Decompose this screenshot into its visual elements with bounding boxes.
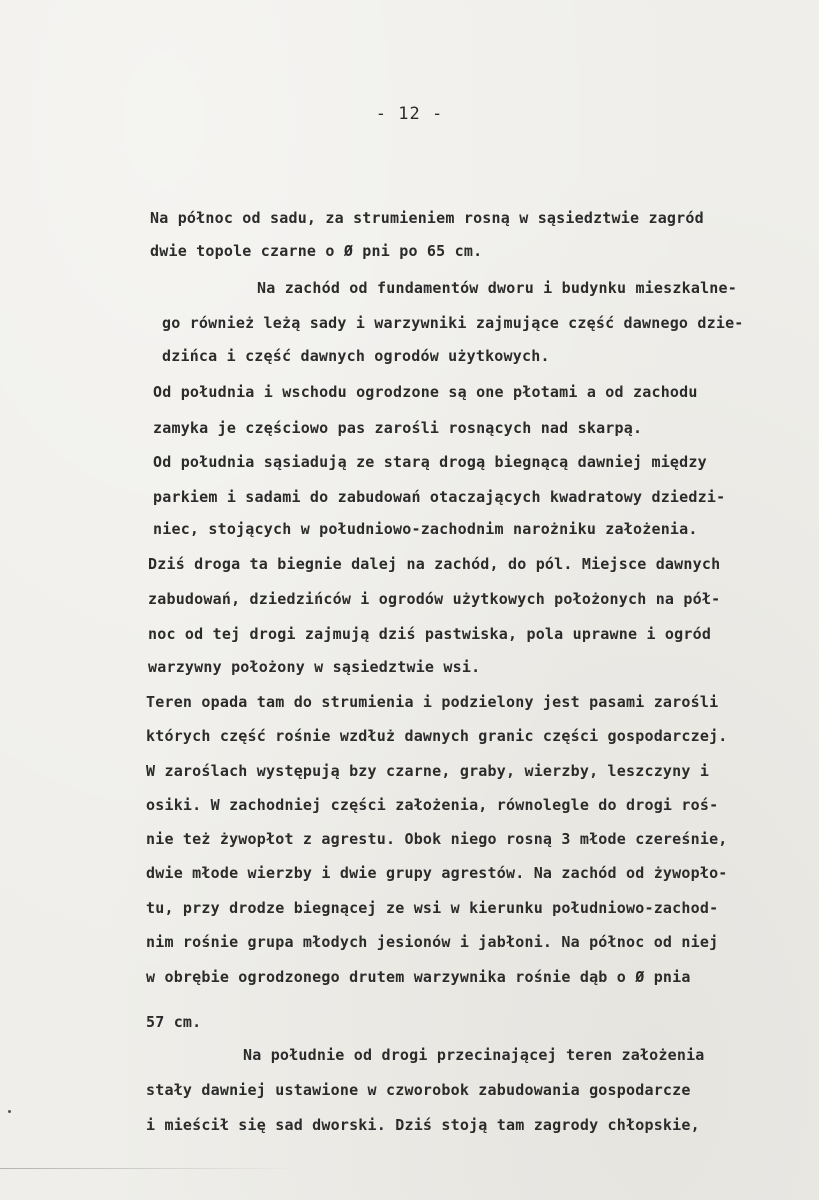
text-line: Dziś droga ta biegnie dalej na zachód, do pól. Miejsce dawnych <box>148 555 721 573</box>
text-line: Od południa i wschodu ogrodzone są one płotami a od zachodu <box>153 383 698 401</box>
text-line: parkiem i sadami do zabudowań otaczających kwadratowy dziedzi- <box>153 488 726 506</box>
text-line: Na zachód od fundamentów dworu i budynku mieszkalne- <box>257 279 737 297</box>
text-line: zabudowań, dziedzińców i ogrodów użytkowych położonych na pół- <box>148 590 721 608</box>
paper-edge-mark <box>0 1168 300 1169</box>
text-line: noc od tej drogi zajmują dziś pastwiska, pola uprawne i ogród <box>148 625 712 643</box>
text-line: i mieścił się sad dworski. Dziś stoją tam zagrody chłopskie, <box>146 1116 700 1134</box>
page-number: - 12 - <box>375 104 444 124</box>
text-line: Na południe od drogi przecinającej teren założenia <box>243 1046 705 1064</box>
text-line: warzywny położony w sąsiedztwie wsi. <box>148 658 481 676</box>
text-line: Od południa sąsiadują ze starą drogą biegnącą dawniej między <box>153 453 707 471</box>
text-line: zamyka je częściowo pas zarośli rosnących nad skarpą. <box>153 419 643 437</box>
text-line: dwie młode wierzby i dwie grupy agrestów. Na zachód od żywopło- <box>146 864 728 882</box>
text-line: których część rośnie wzdłuż dawnych granic części gospodarczej. <box>146 727 728 745</box>
text-line: dzińca i część dawnych ogrodów użytkowych. <box>162 347 550 365</box>
text-line: 57 cm. <box>146 1013 202 1031</box>
text-line: niec, stojących w południowo-zachodnim narożniku założenia. <box>153 520 698 538</box>
text-line: Teren opada tam do strumienia i podzielony jest pasami zarośli <box>146 693 719 711</box>
text-line: tu, przy drodze biegnącej ze wsi w kierunku południowo-zachod- <box>146 899 719 917</box>
text-line: W zaroślach występują bzy czarne, graby, wierzby, leszczyny i <box>146 762 710 780</box>
text-line: stały dawniej ustawione w czworobok zabudowania gospodarcze <box>146 1081 691 1099</box>
text-line: w obrębie ogrodzonego drutem warzywnika rośnie dąb o Ø pnia <box>146 968 691 986</box>
paper-speck <box>8 1110 11 1113</box>
text-line: Na północ od sadu, za strumieniem rosną w sąsiedztwie zagród <box>150 209 704 227</box>
text-line: go również leżą sady i warzywniki zajmujące część dawnego dzie- <box>162 314 744 332</box>
text-line: dwie topole czarne o Ø pni po 65 cm. <box>150 242 483 260</box>
text-line: nim rośnie grupa młodych jesionów i jabłoni. Na północ od niej <box>146 933 719 951</box>
text-line: nie też żywopłot z agrestu. Obok niego rosną 3 młode czereśnie, <box>146 830 728 848</box>
text-line: osiki. W zachodniej części założenia, równolegle do drogi roś- <box>146 796 719 814</box>
